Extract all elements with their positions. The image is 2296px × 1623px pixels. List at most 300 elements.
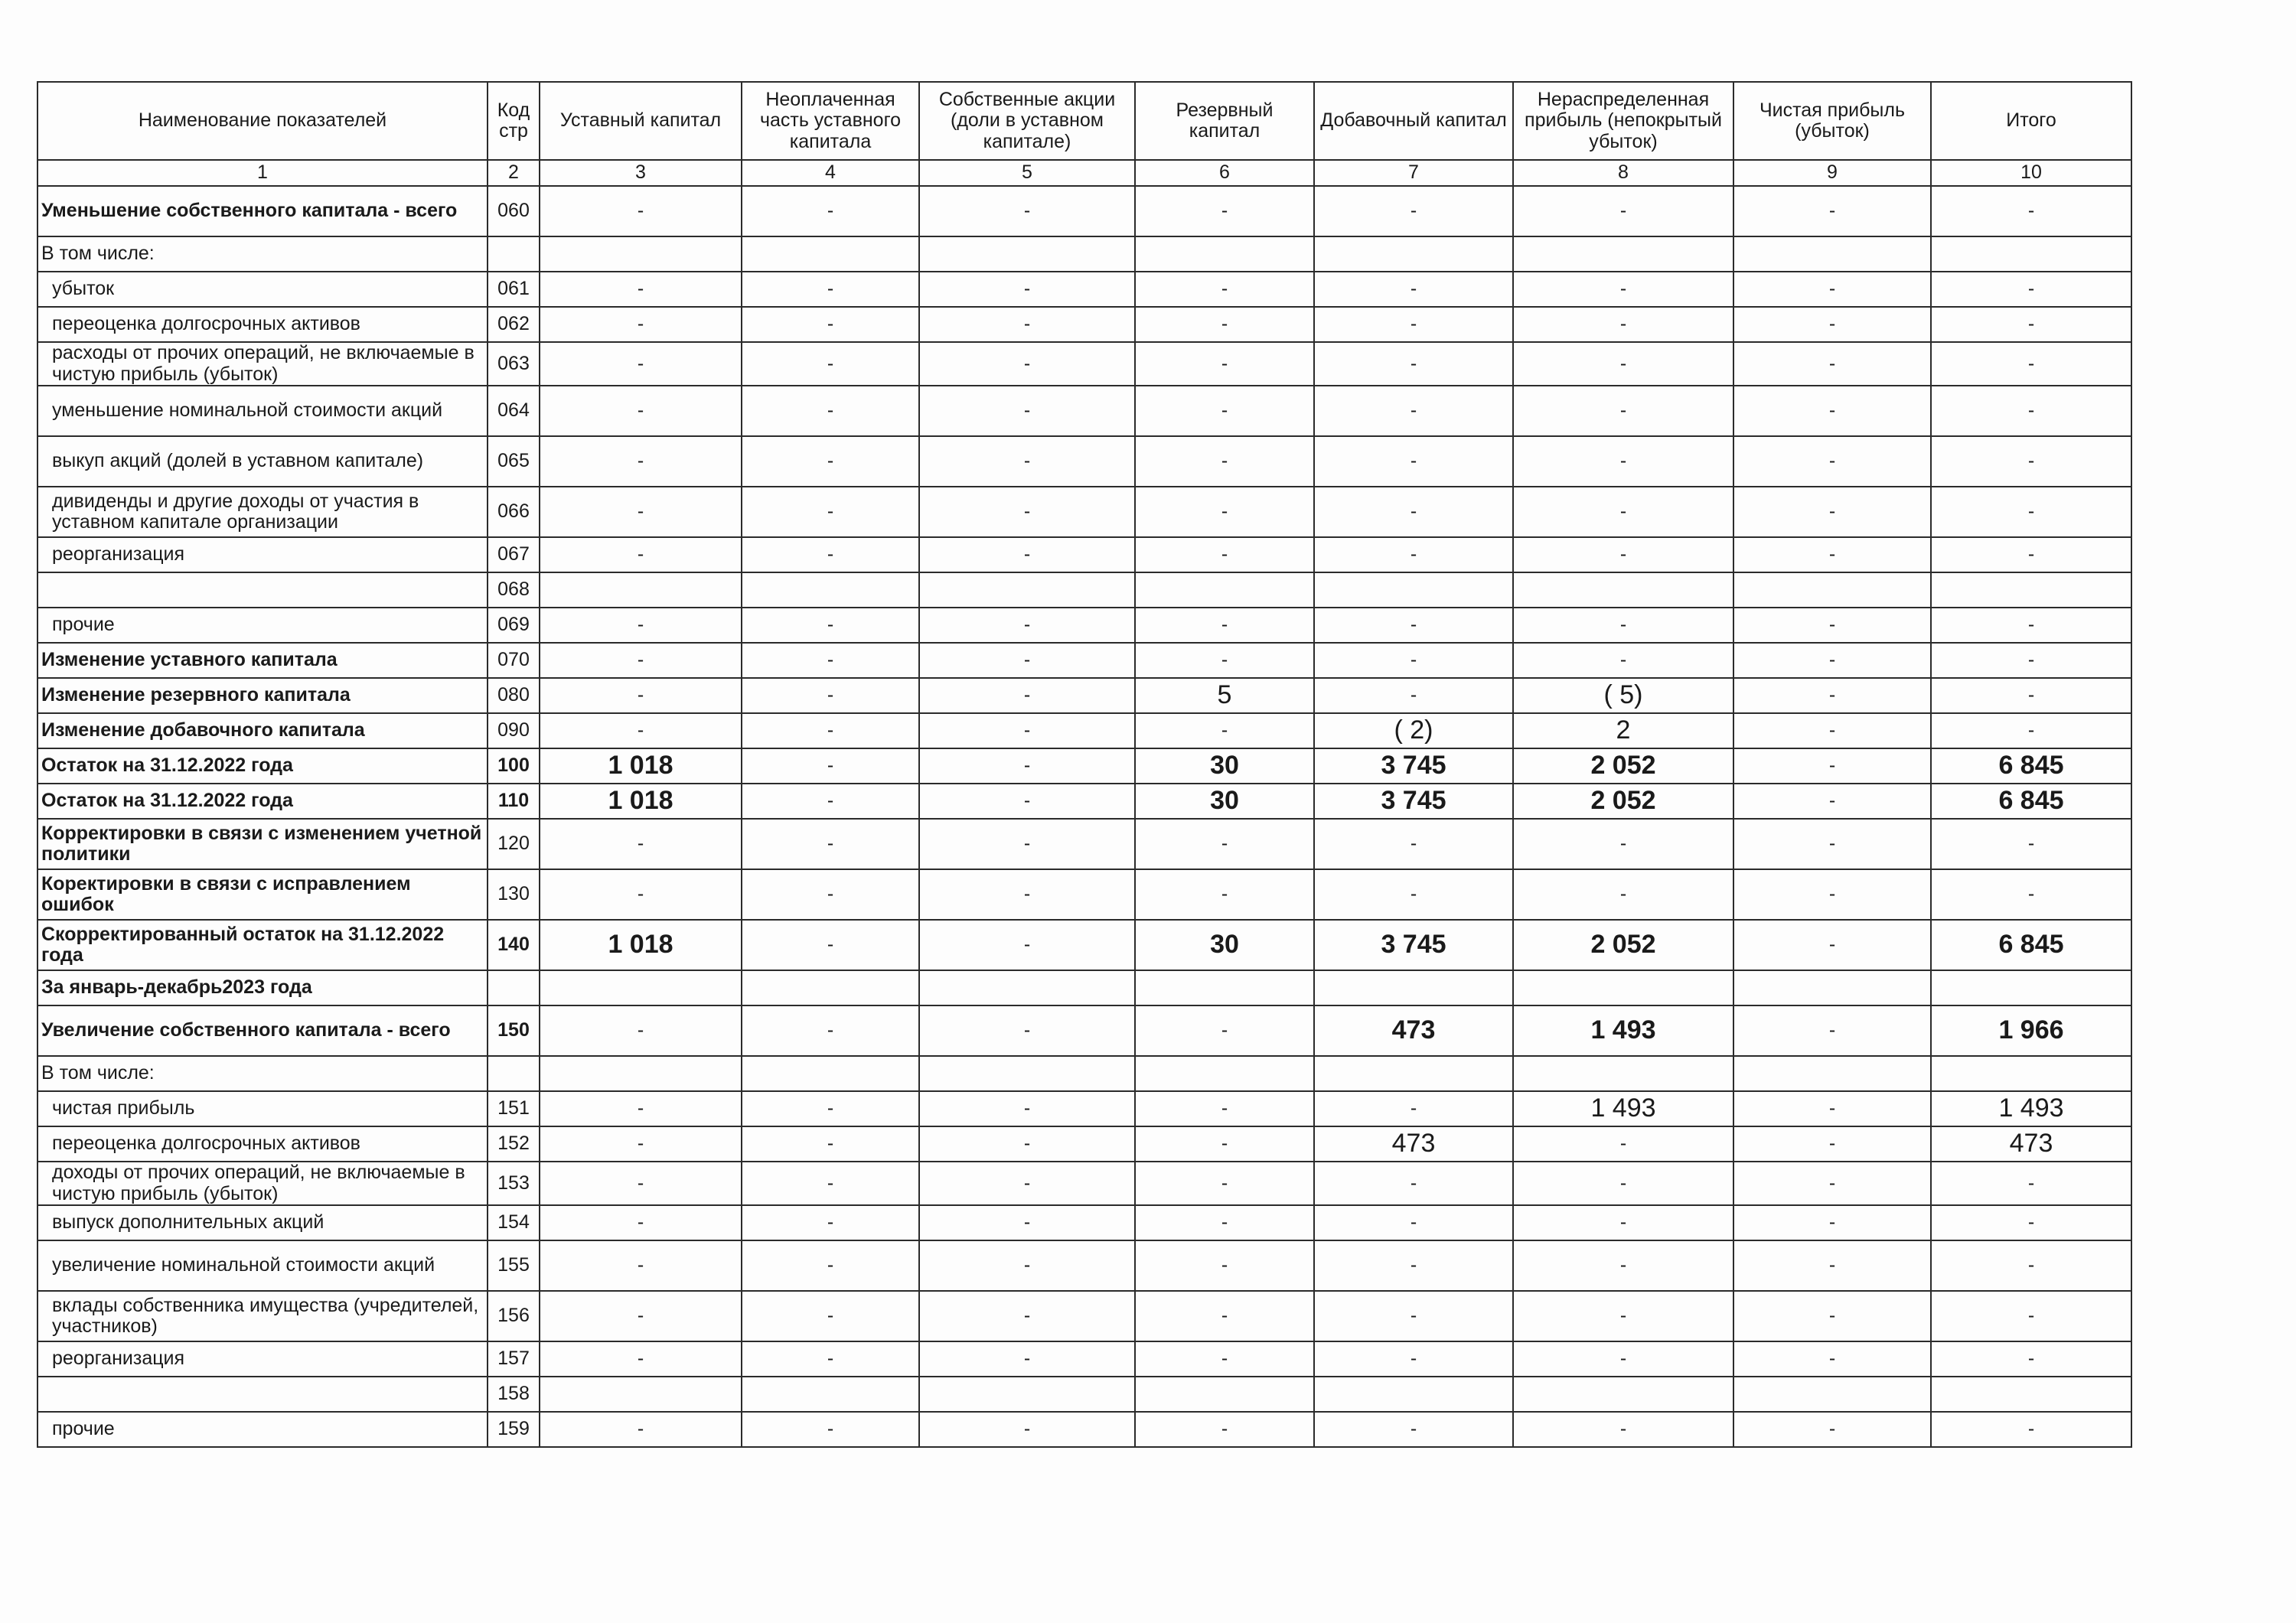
cell-value: [1314, 572, 1513, 608]
header-code: Код стр: [488, 82, 540, 160]
cell-value: -: [540, 1126, 742, 1162]
row-label: чистая прибыль: [38, 1091, 488, 1126]
table-row: [38, 608, 2131, 643]
cell-value: -: [540, 436, 742, 487]
cell-value: [1931, 572, 2131, 608]
cell-value: -: [540, 713, 742, 748]
cell-value: -: [1733, 748, 1931, 784]
cell-value: -: [1931, 1205, 2131, 1240]
table-row: [38, 1091, 2131, 1126]
cell-value: 2 052: [1513, 920, 1733, 970]
cell-value: -: [1931, 819, 2131, 869]
equity-changes-table: [37, 81, 2132, 1448]
cell-value: -: [742, 713, 919, 748]
cell-value: -: [919, 436, 1135, 487]
row-label: За январь-декабрь2023 года: [38, 970, 488, 1005]
cell-value: -: [1513, 342, 1733, 386]
table-row: [38, 1056, 2131, 1091]
cell-value: -: [919, 748, 1135, 784]
cell-value: [1513, 1056, 1733, 1091]
header-retained-earnings: Нераспределенная прибыль (непокрытый убыток): [1513, 82, 1733, 160]
cell-value: -: [1931, 869, 2131, 920]
cell-value: -: [540, 1240, 742, 1291]
cell-value: -: [919, 487, 1135, 537]
row-code: 154: [488, 1205, 540, 1240]
column-number: 9: [1733, 160, 1931, 186]
cell-value: -: [742, 1291, 919, 1341]
cell-value: -: [1733, 537, 1931, 572]
column-number: 2: [488, 160, 540, 186]
cell-value: -: [1314, 608, 1513, 643]
cell-value: -: [742, 307, 919, 342]
cell-value: [1733, 970, 1931, 1005]
cell-value: 2 052: [1513, 784, 1733, 819]
row-label: вклады собственника имущества (учредителей, участников): [38, 1291, 488, 1341]
row-code: [488, 236, 540, 272]
cell-value: -: [1135, 1412, 1314, 1447]
row-code: 070: [488, 643, 540, 678]
row-code: 067: [488, 537, 540, 572]
cell-value: -: [540, 643, 742, 678]
cell-value: 1 493: [1513, 1005, 1733, 1056]
cell-value: -: [1314, 643, 1513, 678]
cell-value: 1 493: [1931, 1091, 2131, 1126]
cell-value: 1 018: [540, 920, 742, 970]
table-row: [38, 236, 2131, 272]
cell-value: -: [1314, 1412, 1513, 1447]
cell-value: -: [1135, 1091, 1314, 1126]
cell-value: [1135, 572, 1314, 608]
table-row: [38, 643, 2131, 678]
cell-value: -: [919, 819, 1135, 869]
cell-value: -: [540, 1005, 742, 1056]
cell-value: -: [742, 678, 919, 713]
cell-value: [540, 1056, 742, 1091]
cell-value: [1931, 970, 2131, 1005]
cell-value: -: [1733, 608, 1931, 643]
table-row: [38, 272, 2131, 307]
cell-value: -: [1513, 1412, 1733, 1447]
cell-value: -: [919, 1341, 1135, 1377]
cell-value: -: [742, 1205, 919, 1240]
cell-value: 473: [1314, 1126, 1513, 1162]
row-code: 120: [488, 819, 540, 869]
cell-value: -: [1931, 678, 2131, 713]
cell-value: [1135, 1056, 1314, 1091]
table-row: [38, 748, 2131, 784]
cell-value: -: [1931, 386, 2131, 436]
cell-value: -: [1733, 1412, 1931, 1447]
table-row: [38, 819, 2131, 869]
row-label: прочие: [38, 608, 488, 643]
table-row: [38, 713, 2131, 748]
cell-value: [1931, 236, 2131, 272]
table-row: [38, 1126, 2131, 1162]
row-label: дивиденды и другие доходы от участия в уставном капитале организации: [38, 487, 488, 537]
row-label: [38, 572, 488, 608]
row-code: 155: [488, 1240, 540, 1291]
cell-value: -: [1314, 307, 1513, 342]
cell-value: [1733, 572, 1931, 608]
cell-value: -: [1513, 869, 1733, 920]
cell-value: -: [1513, 1291, 1733, 1341]
cell-value: [540, 572, 742, 608]
cell-value: -: [1733, 386, 1931, 436]
cell-value: -: [1733, 272, 1931, 307]
column-number: 6: [1135, 160, 1314, 186]
cell-value: [742, 970, 919, 1005]
cell-value: -: [540, 386, 742, 436]
cell-value: -: [1931, 1341, 2131, 1377]
cell-value: -: [919, 608, 1135, 643]
cell-value: -: [1733, 920, 1931, 970]
row-label: Изменение резервного капитала: [38, 678, 488, 713]
cell-value: -: [919, 643, 1135, 678]
cell-value: [919, 1056, 1135, 1091]
cell-value: -: [1135, 608, 1314, 643]
cell-value: [1931, 1056, 2131, 1091]
cell-value: -: [1513, 1126, 1733, 1162]
cell-value: -: [1314, 386, 1513, 436]
cell-value: 1 018: [540, 748, 742, 784]
cell-value: 473: [1314, 1005, 1513, 1056]
row-code: 130: [488, 869, 540, 920]
cell-value: -: [1513, 307, 1733, 342]
cell-value: [1733, 1377, 1931, 1412]
cell-value: -: [742, 920, 919, 970]
cell-value: -: [540, 537, 742, 572]
cell-value: [1314, 1377, 1513, 1412]
row-code: 158: [488, 1377, 540, 1412]
row-label: доходы от прочих операций, не включаемые в чистую прибыль (убыток): [38, 1162, 488, 1205]
cell-value: [1314, 970, 1513, 1005]
cell-value: -: [1931, 713, 2131, 748]
cell-value: -: [540, 186, 742, 236]
cell-value: -: [1513, 1341, 1733, 1377]
cell-value: -: [1135, 342, 1314, 386]
cell-value: [1314, 1056, 1513, 1091]
cell-value: -: [742, 869, 919, 920]
cell-value: 1 966: [1931, 1005, 2131, 1056]
cell-value: -: [540, 1412, 742, 1447]
row-code: 090: [488, 713, 540, 748]
cell-value: 30: [1135, 920, 1314, 970]
cell-value: -: [919, 1291, 1135, 1341]
cell-value: -: [919, 1091, 1135, 1126]
cell-value: -: [1733, 1162, 1931, 1205]
cell-value: -: [919, 1240, 1135, 1291]
cell-value: -: [1513, 186, 1733, 236]
cell-value: [742, 236, 919, 272]
row-code: 060: [488, 186, 540, 236]
cell-value: -: [742, 784, 919, 819]
cell-value: -: [1931, 1291, 2131, 1341]
table-row: [38, 1341, 2131, 1377]
row-code: 157: [488, 1341, 540, 1377]
row-code: 068: [488, 572, 540, 608]
cell-value: -: [742, 608, 919, 643]
row-label: прочие: [38, 1412, 488, 1447]
cell-value: -: [1135, 819, 1314, 869]
cell-value: -: [919, 1205, 1135, 1240]
cell-value: 5: [1135, 678, 1314, 713]
row-code: 064: [488, 386, 540, 436]
cell-value: -: [1513, 1162, 1733, 1205]
row-code: 063: [488, 342, 540, 386]
cell-value: -: [742, 487, 919, 537]
cell-value: 2 052: [1513, 748, 1733, 784]
cell-value: -: [1733, 342, 1931, 386]
cell-value: -: [1931, 1162, 2131, 1205]
cell-value: -: [1931, 272, 2131, 307]
row-label: [38, 1377, 488, 1412]
cell-value: -: [742, 537, 919, 572]
row-label: Уменьшение собственного капитала - всего: [38, 186, 488, 236]
cell-value: [1513, 236, 1733, 272]
cell-value: -: [1733, 436, 1931, 487]
cell-value: -: [1314, 342, 1513, 386]
cell-value: [919, 572, 1135, 608]
cell-value: -: [1135, 272, 1314, 307]
cell-value: -: [1314, 678, 1513, 713]
cell-value: -: [1314, 869, 1513, 920]
table-body: [38, 186, 2131, 1447]
cell-value: [919, 970, 1135, 1005]
cell-value: -: [1314, 537, 1513, 572]
table-row: [38, 1291, 2131, 1341]
cell-value: -: [1314, 1240, 1513, 1291]
row-code: 140: [488, 920, 540, 970]
cell-value: [1135, 970, 1314, 1005]
cell-value: -: [919, 869, 1135, 920]
cell-value: -: [1733, 784, 1931, 819]
row-label: выпуск дополнительных акций: [38, 1205, 488, 1240]
cell-value: -: [919, 713, 1135, 748]
cell-value: 6 845: [1931, 920, 2131, 970]
column-number-row: [38, 160, 2131, 186]
cell-value: -: [742, 643, 919, 678]
cell-value: 473: [1931, 1126, 2131, 1162]
cell-value: -: [1135, 1291, 1314, 1341]
cell-value: 2: [1513, 713, 1733, 748]
cell-value: -: [1931, 307, 2131, 342]
row-label: Изменение уставного капитала: [38, 643, 488, 678]
cell-value: -: [1931, 186, 2131, 236]
table-row: [38, 487, 2131, 537]
row-label: уменьшение номинальной стоимости акций: [38, 386, 488, 436]
cell-value: -: [540, 1091, 742, 1126]
row-label: переоценка долгосрочных активов: [38, 1126, 488, 1162]
table-row: [38, 537, 2131, 572]
cell-value: -: [742, 272, 919, 307]
row-label: В том числе:: [38, 1056, 488, 1091]
cell-value: -: [919, 920, 1135, 970]
cell-value: -: [742, 1162, 919, 1205]
cell-value: -: [919, 342, 1135, 386]
cell-value: -: [1135, 487, 1314, 537]
cell-value: -: [742, 1091, 919, 1126]
cell-value: -: [1733, 186, 1931, 236]
table-row: [38, 307, 2131, 342]
cell-value: -: [742, 1341, 919, 1377]
cell-value: -: [1314, 819, 1513, 869]
header-reserve-capital: Резервный капитал: [1135, 82, 1314, 160]
cell-value: -: [1733, 678, 1931, 713]
cell-value: ( 2): [1314, 713, 1513, 748]
cell-value: 1 493: [1513, 1091, 1733, 1126]
row-label: расходы от прочих операций, не включаемые в чистую прибыль (убыток): [38, 342, 488, 386]
cell-value: [742, 1377, 919, 1412]
row-code: 156: [488, 1291, 540, 1341]
row-label: Скорректированный остаток на 31.12.2022 года: [38, 920, 488, 970]
cell-value: -: [1513, 819, 1733, 869]
row-label: В том числе:: [38, 236, 488, 272]
cell-value: -: [1733, 643, 1931, 678]
header-total: Итого: [1931, 82, 2131, 160]
cell-value: -: [919, 537, 1135, 572]
cell-value: -: [742, 1412, 919, 1447]
row-code: 152: [488, 1126, 540, 1162]
cell-value: -: [919, 307, 1135, 342]
cell-value: -: [1314, 1291, 1513, 1341]
cell-value: [1135, 236, 1314, 272]
header-own-shares: Собственные акции (доли в уставном капитале): [919, 82, 1135, 160]
cell-value: -: [1135, 1162, 1314, 1205]
row-label: реорганизация: [38, 537, 488, 572]
header-row: [38, 82, 2131, 160]
row-code: [488, 970, 540, 1005]
row-code: 153: [488, 1162, 540, 1205]
cell-value: -: [1314, 272, 1513, 307]
row-code: 062: [488, 307, 540, 342]
row-code: 061: [488, 272, 540, 307]
cell-value: -: [1135, 1341, 1314, 1377]
cell-value: -: [1733, 1005, 1931, 1056]
cell-value: [742, 1056, 919, 1091]
cell-value: -: [919, 1126, 1135, 1162]
cell-value: -: [742, 819, 919, 869]
cell-value: -: [1733, 1341, 1931, 1377]
cell-value: -: [1135, 869, 1314, 920]
table-row: [38, 1005, 2131, 1056]
cell-value: [1733, 1056, 1931, 1091]
table-row: [38, 920, 2131, 970]
cell-value: -: [540, 608, 742, 643]
cell-value: -: [540, 819, 742, 869]
cell-value: -: [1513, 643, 1733, 678]
row-code: 100: [488, 748, 540, 784]
cell-value: -: [919, 1162, 1135, 1205]
cell-value: -: [742, 1126, 919, 1162]
cell-value: -: [1931, 1240, 2131, 1291]
cell-value: -: [1931, 487, 2131, 537]
cell-value: -: [1733, 1240, 1931, 1291]
cell-value: -: [1931, 608, 2131, 643]
cell-value: 3 745: [1314, 920, 1513, 970]
header-additional-capital: Добавочный капитал: [1314, 82, 1513, 160]
cell-value: -: [540, 487, 742, 537]
cell-value: -: [1733, 869, 1931, 920]
cell-value: -: [540, 1341, 742, 1377]
cell-value: -: [919, 186, 1135, 236]
cell-value: -: [1314, 186, 1513, 236]
cell-value: -: [1135, 643, 1314, 678]
row-label: Коректировки в связи с исправлением ошибок: [38, 869, 488, 920]
cell-value: -: [540, 869, 742, 920]
table-row: [38, 1162, 2131, 1205]
column-number: 10: [1931, 160, 2131, 186]
cell-value: -: [1733, 1291, 1931, 1341]
cell-value: [1931, 1377, 2131, 1412]
cell-value: -: [1513, 272, 1733, 307]
header-charter-capital: Уставный капитал: [540, 82, 742, 160]
table-row: [38, 572, 2131, 608]
table-row: [38, 186, 2131, 236]
row-code: 080: [488, 678, 540, 713]
cell-value: [919, 1377, 1135, 1412]
cell-value: -: [1931, 1412, 2131, 1447]
cell-value: -: [1135, 307, 1314, 342]
cell-value: [1513, 1377, 1733, 1412]
cell-value: ( 5): [1513, 678, 1733, 713]
table-row: [38, 869, 2131, 920]
cell-value: -: [919, 1005, 1135, 1056]
cell-value: -: [1314, 436, 1513, 487]
cell-value: 3 745: [1314, 784, 1513, 819]
row-label: Увеличение собственного капитала - всего: [38, 1005, 488, 1056]
cell-value: -: [742, 342, 919, 386]
cell-value: [742, 572, 919, 608]
cell-value: [1513, 572, 1733, 608]
cell-value: -: [1733, 1126, 1931, 1162]
row-code: [488, 1056, 540, 1091]
column-number: 7: [1314, 160, 1513, 186]
cell-value: -: [1931, 537, 2131, 572]
cell-value: -: [540, 1162, 742, 1205]
cell-value: -: [540, 307, 742, 342]
row-code: 065: [488, 436, 540, 487]
cell-value: -: [919, 784, 1135, 819]
cell-value: -: [1733, 819, 1931, 869]
header-unpaid-capital: Неоплаченная часть уставного капитала: [742, 82, 919, 160]
cell-value: -: [1135, 1005, 1314, 1056]
cell-value: -: [1135, 186, 1314, 236]
row-code: 150: [488, 1005, 540, 1056]
cell-value: -: [1931, 643, 2131, 678]
cell-value: -: [919, 1412, 1135, 1447]
cell-value: -: [742, 1240, 919, 1291]
row-code: 069: [488, 608, 540, 643]
cell-value: -: [919, 678, 1135, 713]
column-number: 5: [919, 160, 1135, 186]
cell-value: -: [1135, 1240, 1314, 1291]
column-number: 1: [38, 160, 488, 186]
table-row: [38, 386, 2131, 436]
cell-value: -: [540, 1291, 742, 1341]
column-number: 8: [1513, 160, 1733, 186]
cell-value: 30: [1135, 748, 1314, 784]
cell-value: -: [742, 386, 919, 436]
cell-value: -: [1314, 1091, 1513, 1126]
cell-value: -: [540, 272, 742, 307]
cell-value: -: [1513, 537, 1733, 572]
cell-value: -: [1513, 1205, 1733, 1240]
cell-value: 30: [1135, 784, 1314, 819]
table-row: [38, 436, 2131, 487]
cell-value: [540, 1377, 742, 1412]
cell-value: -: [1733, 487, 1931, 537]
row-label: переоценка долгосрочных активов: [38, 307, 488, 342]
